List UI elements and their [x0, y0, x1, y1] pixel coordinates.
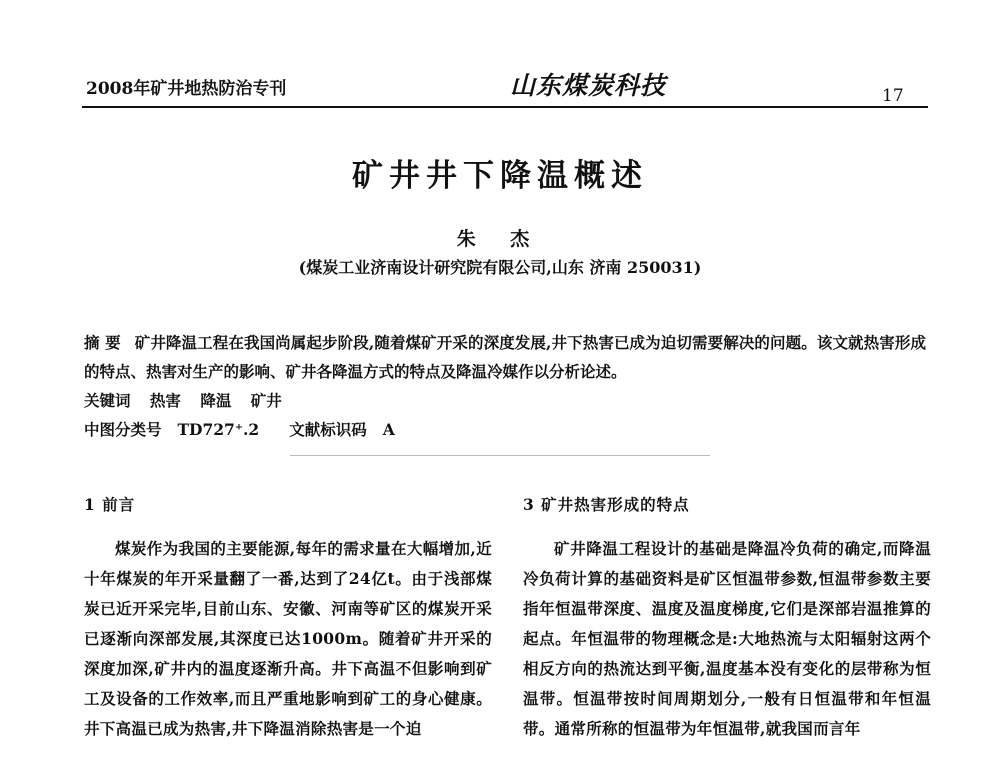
- author: 朱 杰: [456, 228, 544, 250]
- journal-logo: 山东煤炭科技: [510, 71, 667, 100]
- clc-value: TD727⁺.2: [177, 420, 260, 439]
- clc-label: 中图分类号: [84, 420, 162, 439]
- section-body: 矿井降温工程设计的基础是降温冷负荷的确定,而降温冷负荷计算的基础资料是矿区恒温带参数,恒温带参数主要指年恒温带深度、温度及温度梯度,它们是深部岩温推算的起点。年恒温带的物理概念是:大地热流与太阳辐射这两个相反方向的热流达到平衡,温度基本没有变化的层带称为恒温带。恒温带按时间周期划分,一般有日恒温带和年恒温带。通常所称的恒温带为年恒温带,就我国而言年: [523, 539, 931, 738]
- keywords-label: 关键词: [84, 391, 131, 410]
- header-rule: [82, 106, 928, 108]
- abstract: [84, 328, 926, 386]
- running-header-left: 2008年矿井地热防治专刊: [86, 79, 287, 99]
- doc-code-value: A: [382, 420, 395, 439]
- left-column: [84, 490, 492, 744]
- classification-line: [84, 418, 395, 440]
- right-column: [523, 490, 931, 744]
- section-heading: 3 矿井热害形成的特点: [523, 495, 690, 514]
- keyword: 降温: [200, 391, 232, 410]
- abstract-text: 矿井降温工程在我国尚属起步阶段,随着煤矿开采的深度发展,井下热害已成为迫切需要解决的问题。该文就热害形成的特点、热害对生产的影响、矿井各降温方式的特点及降温冷媒作以分析论述。: [84, 333, 926, 381]
- keywords: [84, 389, 296, 411]
- affiliation: (煤炭工业济南设计研究院有限公司,山东 济南 250031): [298, 258, 702, 277]
- section-heading: 1 前言: [84, 495, 136, 514]
- doc-code-label: 文献标识码: [289, 420, 367, 439]
- paper-title: 矿井井下降温概述: [352, 158, 648, 194]
- section-body: 煤炭作为我国的主要能源,每年的需求量在大幅增加,近十年煤炭的年开采量翻了一番,达到了24亿t。由于浅部煤炭已近开采完毕,目前山东、安徽、河南等矿区的煤炭开采已逐渐向深部发展,其深度已达1000m。随着矿井开采的深度加深,矿井内的温度逐渐升高。井下高温不但影响到矿工及设备的工作效率,而且严重地影响到矿工的身心健康。井下高温已成为热害,井下降温消除热害是一个迫: [84, 539, 492, 738]
- keyword: 热害: [149, 391, 181, 410]
- abstract-label: 摘 要: [84, 333, 121, 352]
- section-divider: [290, 455, 710, 456]
- page-number: 17: [882, 86, 904, 106]
- keyword: 矿井: [250, 391, 282, 410]
